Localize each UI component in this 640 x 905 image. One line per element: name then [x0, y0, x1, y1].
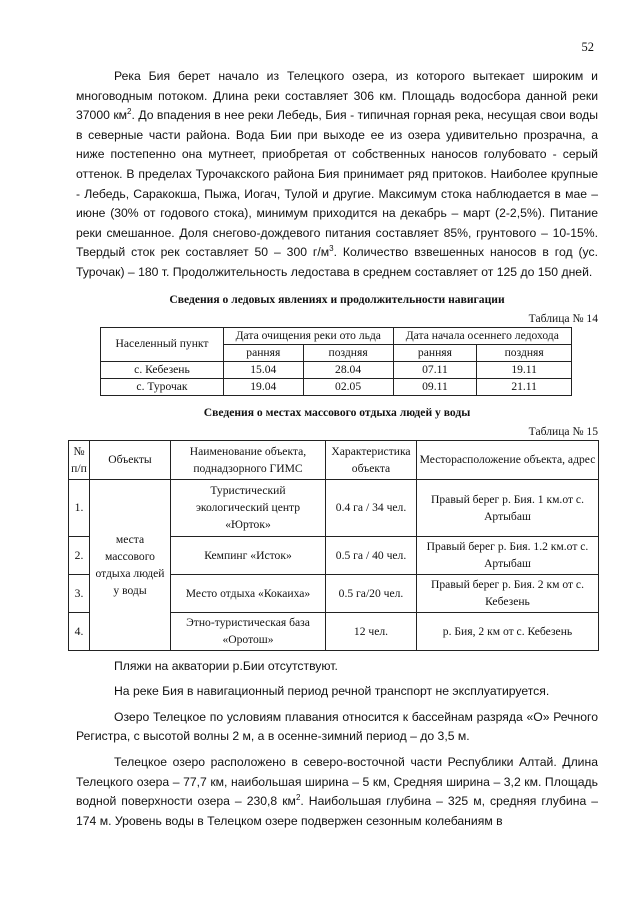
col-late: поздняя: [303, 344, 393, 361]
col-early: ранняя: [224, 344, 304, 361]
col-location: Месторасположение объекта, адрес: [417, 440, 599, 479]
page-number: 52: [581, 40, 594, 54]
col-settlement: Населенный пункт: [101, 327, 224, 361]
table-row: с. Кебезень 15.04 28.04 07.11 19.11: [101, 361, 572, 378]
paragraph-transport: На реке Бия в навигационный период речной транспорт не эксплуатируется.: [114, 684, 550, 699]
paragraph-teletskoye-register: Озеро Телецкое по условиям плавания относится к бассейнам разряда «О» Речного Регистра, с высотой волны 2 м, а в осенне-зимний период – до 3,5 м.: [76, 709, 598, 744]
table15-caption: Сведения о местах массового отдыха людей у воды: [203, 405, 471, 419]
objects-cell: места массового отдыха людей у воды: [90, 479, 171, 650]
table-row: 4. Этно-туристическая база «Оротош» 12 чел. р. Бия, 2 км от с. Кебезень: [69, 612, 599, 650]
col-early: ранняя: [393, 344, 477, 361]
paragraph-beaches: Пляжи на акватории р.Бии отсутствуют.: [114, 658, 338, 673]
col-ice-date: Дата начала осеннего ледохода: [393, 327, 571, 344]
table-row: с. Турочак 19.04 02.05 09.11 21.11: [101, 378, 572, 395]
col-objects: Объекты: [90, 440, 171, 479]
col-num: № п/п: [69, 440, 90, 479]
table14-caption: Сведения о ледовых явлениях и продолжительности навигации: [169, 292, 505, 306]
paragraph-bia-river: Река Бия берет начало из Телецкого озера, из которого вытекает широким и многоводным потоком. Длина реки составляет 306 км. Площадь водосбора данной реки 37000 $км^2$. До впадения в нее реки Лебедь, Бия - типичная горная река, несущая свои воды в северные части района. Вода Бии при выходе ее из озера удивительно прозрачна, а ниже постепенно она мутнеет, приобретая от собственных наносов голубовато - серый оттенок. В пределах Турочакского района Бия принимает ряд притоков. Наиболее крупные - Лебедь, Саракокша, Пыжа, Иогач, Тулой и другие. Максимум стока наблюдается в мае – июне (30% от годового стока), минимум приходится на декабрь – март (2-2,5%). Питание реки смешанное. Доля снегово-дождевого питания составляет 85%, грунтового – 10-15%. Твердый сток рек составляет 50 – 300 $г/м^3$. Количество взвешенных наносов в год (ус. Турочак) – 180 т. Продолжительность ледостава в среднем составляет от 125 до 150 дней.: [76, 69, 598, 279]
ice-table: [100, 327, 572, 396]
rest-places-table: [68, 440, 599, 651]
table-row: 3. Место отдыха «Кокаиха» 0.5 га/20 чел. Правый берег р. Бия. 2 км от с. Кебезень: [69, 574, 599, 612]
table15-number: Таблица № 15: [528, 424, 598, 438]
col-char: Характеристика объекта: [326, 440, 417, 479]
table14-number: Таблица № 14: [528, 311, 598, 325]
paragraph-teletskoye-lake: Телецкое озеро расположено в северо-восточной части Республики Алтай. Длина Телецкого озера – 77,7 км, наибольшая ширина – 5 км, Средняя ширина – 3,2 км. Площадь водной поверхности озера – 230,8 $км^2$. Наибольшая глубина – 325 м, средняя глубина – 174 м. Уровень воды в Телецком озере подвержен сезонным колебаниям в: [76, 754, 599, 828]
col-clear-date: Дата очищения реки ото льда: [224, 327, 394, 344]
table-row: 2. Кемпинг «Исток» 0.5 га / 40 чел. Правый берег р. Бия. 1.2 км.от с. Артыбаш: [69, 536, 599, 574]
col-late: поздняя: [477, 344, 572, 361]
col-name: Наименование объекта, поднадзорного ГИМС: [171, 440, 326, 479]
table-row: 1. места массового отдыха людей у воды Туристический экологический центр «Юрток» 0.4 га / 34 чел. Правый берег р. Бия. 1 км.от с. Артыбаш: [69, 479, 599, 536]
document-body: [71, 67, 599, 831]
